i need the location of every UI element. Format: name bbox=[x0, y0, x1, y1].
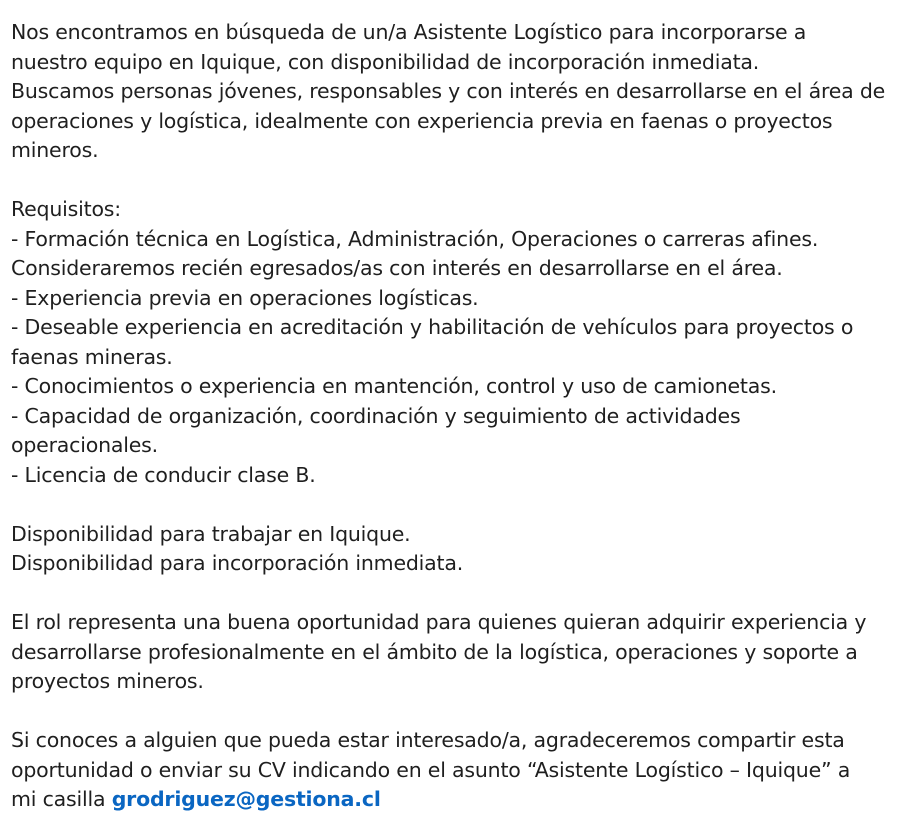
paragraph-spacer bbox=[11, 579, 890, 609]
requirements-section bbox=[11, 195, 890, 490]
opportunity-paragraph bbox=[11, 608, 890, 697]
closing-line: oportunidad o enviar su CV indicando en el asunto “Asistente Logístico – Iquique” a bbox=[11, 757, 851, 782]
closing-line-with-email bbox=[11, 785, 890, 815]
intro-line: operaciones y logística, idealmente con experiencia previa en faenas o proyectos bbox=[11, 108, 833, 133]
intro-line: Nos encontramos en búsqueda de un/a Asistente Logístico para incorporarse a bbox=[11, 20, 807, 44]
intro-line: Buscamos personas jóvenes, responsables y con interés en desarrollarse en el área de bbox=[11, 79, 886, 103]
requirement-line: faenas mineras. bbox=[11, 344, 173, 369]
requirement-line: - Formación técnica en Logística, Administración, Operaciones o carreras afines. bbox=[11, 226, 819, 251]
requirement-line: - Experiencia previa en operaciones logísticas. bbox=[11, 285, 479, 310]
requirement-line: operacionales. bbox=[11, 433, 158, 457]
requirement-line: - Licencia de conducir clase B. bbox=[11, 462, 316, 487]
closing-paragraph bbox=[11, 726, 890, 815]
paragraph-spacer bbox=[11, 490, 890, 520]
opportunity-line: desarrollarse profesionalmente en el ámbito de la logística, operaciones y soporte a bbox=[11, 639, 858, 664]
email-link[interactable]: grodriguez@gestiona.cl bbox=[111, 787, 381, 811]
closing-line: Si conoces a alguien que pueda estar interesado/a, agradeceremos compartir esta bbox=[11, 728, 845, 752]
closing-line: mi casilla bbox=[11, 787, 106, 811]
requirement-line: - Capacidad de organización, coordinación y seguimiento de actividades bbox=[11, 403, 741, 428]
requirement-line: - Conocimientos o experiencia en mantención, control y uso de camionetas. bbox=[11, 374, 777, 398]
availability-section bbox=[11, 520, 890, 579]
intro-line: nuestro equipo en Iquique, con disponibilidad de incorporación inmediata. bbox=[11, 49, 760, 74]
opportunity-line: El rol representa una buena oportunidad para quienes quieran adquirir experiencia y bbox=[11, 610, 867, 634]
requirement-line: - Deseable experiencia en acreditación y habilitación de vehículos para proyectos o bbox=[11, 315, 854, 339]
paragraph-spacer bbox=[11, 697, 890, 727]
availability-line: Disponibilidad para trabajar en Iquique. bbox=[11, 521, 411, 546]
intro-line: mineros. bbox=[11, 138, 99, 162]
requirement-line: Consideraremos recién egresados/as con interés en desarrollarse en el área. bbox=[11, 256, 783, 280]
availability-line: Disponibilidad para incorporación inmediata. bbox=[11, 551, 464, 575]
paragraph-spacer bbox=[11, 166, 890, 196]
intro-paragraph bbox=[11, 18, 890, 166]
requirements-heading: Requisitos: bbox=[11, 197, 121, 221]
opportunity-line: proyectos mineros. bbox=[11, 669, 204, 693]
